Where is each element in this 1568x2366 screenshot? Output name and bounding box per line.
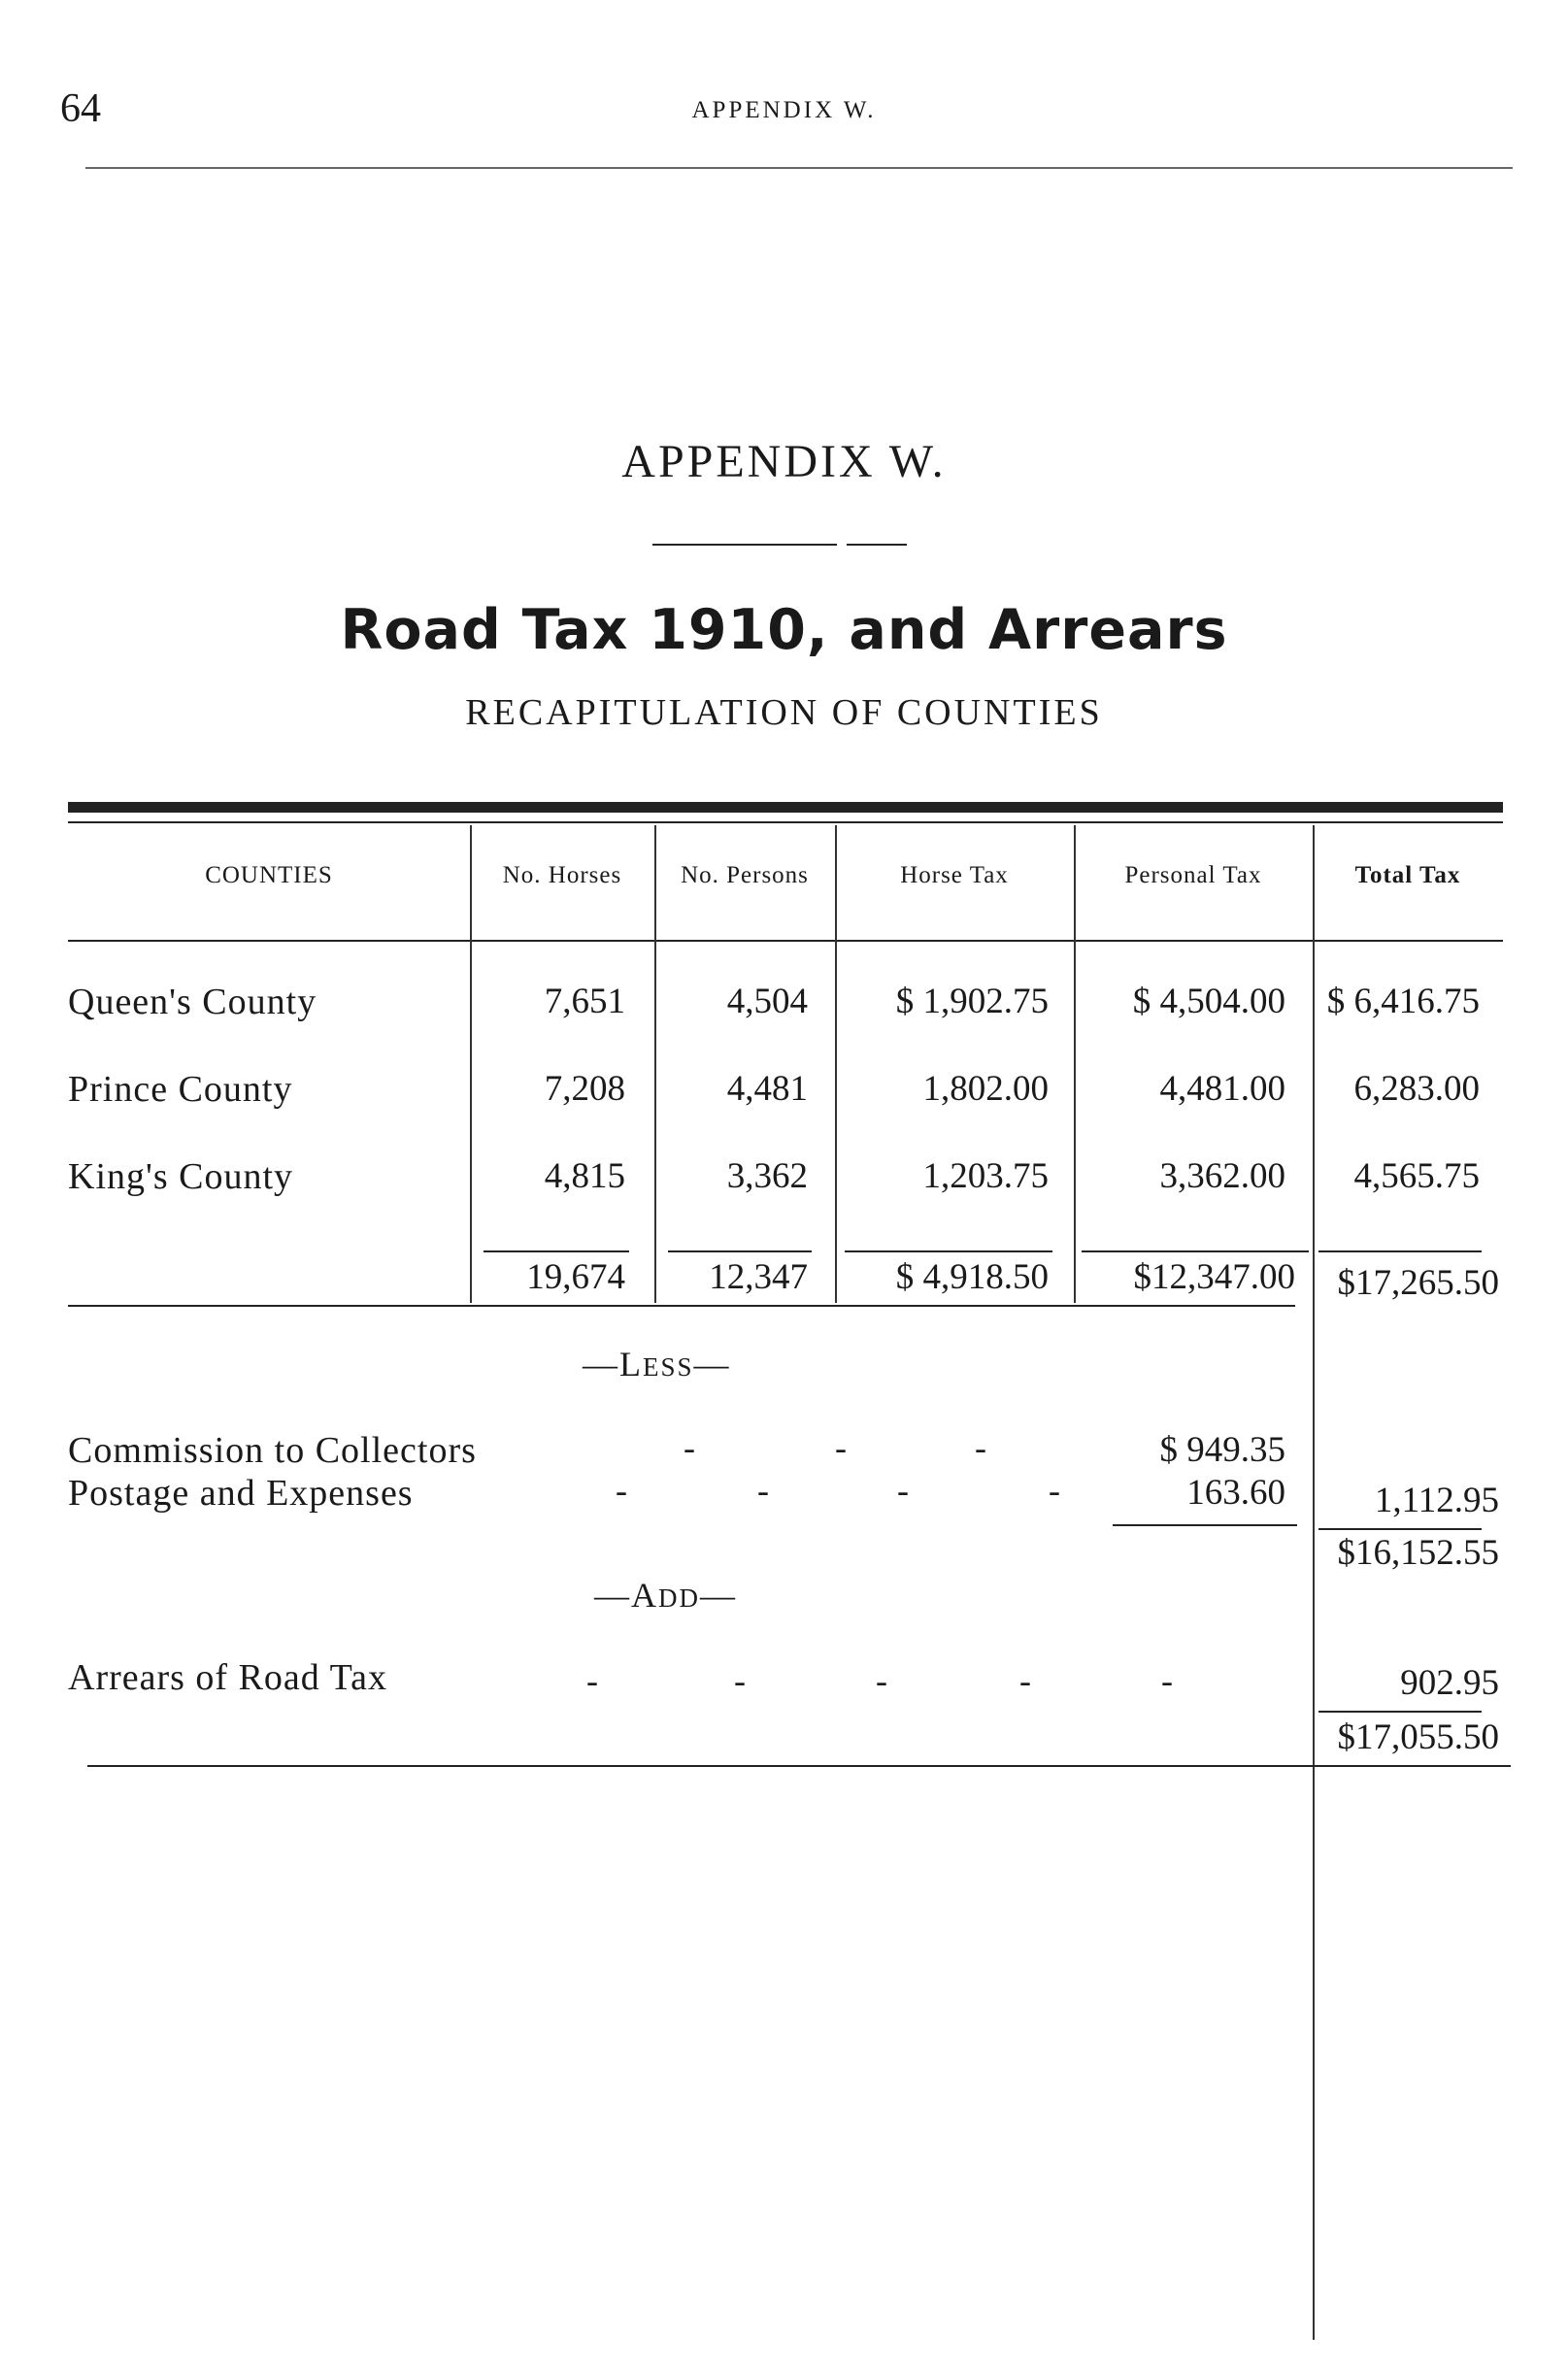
page-number: 64 [60, 86, 101, 131]
persons-count: 3,362 [726, 1156, 808, 1196]
add-dash: — [594, 1576, 631, 1615]
deduction-amount: $ 949.35 [1159, 1430, 1285, 1470]
total-deducted: 1,112.95 [1374, 1481, 1499, 1520]
appendix-title: APPENDIX W. [621, 436, 947, 487]
leader-dash: - [684, 1428, 695, 1467]
col-separator [1313, 825, 1315, 2340]
header-no-persons: No. Persons [681, 862, 809, 888]
leader-dash: - [835, 1428, 847, 1467]
sum-rule [1113, 1524, 1297, 1526]
table-top-rule-thick [68, 802, 1503, 813]
title-divider [652, 544, 837, 546]
add-initial: A [631, 1576, 658, 1615]
sum-rule [1318, 1250, 1482, 1252]
leader-dash: - [1161, 1661, 1173, 1700]
grand-total: $17,055.50 [1337, 1717, 1499, 1757]
personal-tax: 4,481.00 [1159, 1069, 1285, 1109]
col-separator [470, 825, 472, 1303]
header-horse-tax: Horse Tax [900, 862, 1009, 888]
horses-count: 4,815 [544, 1156, 625, 1196]
leader-dash: - [975, 1428, 986, 1467]
leader-dash: - [897, 1471, 909, 1510]
horse-tax: 1,203.75 [922, 1156, 1049, 1196]
table-bottom-rule [87, 1765, 1511, 1767]
col-separator [1074, 825, 1076, 1303]
sum-rule [484, 1250, 629, 1252]
header-bottom-rule [68, 940, 1503, 942]
document-title: Road Tax 1910, and Arrears [340, 598, 1228, 662]
header-no-horses: No. Horses [502, 862, 622, 888]
arrears-label: Arrears of Road Tax [68, 1657, 388, 1698]
section-rule [68, 1305, 1295, 1307]
grand-total-tax: $17,265.50 [1337, 1263, 1499, 1303]
deduction-label: Postage and Expenses [68, 1473, 414, 1514]
total-tax: 4,565.75 [1353, 1156, 1480, 1196]
running-head: APPENDIX W. [691, 97, 877, 123]
header-rule [85, 167, 1513, 169]
col-separator [835, 825, 837, 1303]
leader-dash: - [616, 1471, 627, 1510]
horse-tax: 1,802.00 [922, 1069, 1049, 1109]
county-name: Queen's County [68, 982, 317, 1022]
county-name: King's County [68, 1156, 294, 1197]
title-divider-short [847, 544, 907, 546]
persons-count: 4,481 [726, 1069, 808, 1109]
table-top-rule-thin [68, 821, 1503, 823]
leader-dash: - [876, 1661, 887, 1700]
less-dash: — [583, 1345, 619, 1383]
total-tax: $ 6,416.75 [1326, 982, 1480, 1021]
sum-rule [845, 1250, 1052, 1252]
less-rest: ESS [643, 1352, 694, 1382]
deduction-amount: 163.60 [1186, 1473, 1285, 1513]
county-name: Prince County [68, 1069, 293, 1110]
personal-tax: $ 4,504.00 [1132, 982, 1285, 1021]
col-separator [654, 825, 656, 1303]
leader-dash: - [586, 1661, 598, 1700]
horses-count: 7,651 [544, 982, 625, 1021]
header-personal-tax: Personal Tax [1124, 862, 1262, 888]
deduction-label: Commission to Collectors [68, 1430, 477, 1471]
less-dash: — [693, 1345, 731, 1383]
leader-dash: - [734, 1661, 746, 1700]
leader-dash: - [1019, 1661, 1031, 1700]
sum-rule [1318, 1711, 1482, 1713]
add-dash: — [700, 1576, 737, 1615]
header-counties: COUNTIES [205, 862, 333, 888]
total-horse-tax: $ 4,918.50 [895, 1257, 1049, 1297]
total-tax: 6,283.00 [1353, 1069, 1480, 1109]
total-personal-tax: $12,347.00 [1133, 1257, 1295, 1297]
personal-tax: 3,362.00 [1159, 1156, 1285, 1196]
leader-dash: - [1049, 1471, 1060, 1510]
sum-rule [668, 1250, 812, 1252]
total-horses: 19,674 [526, 1257, 625, 1297]
leader-dash: - [757, 1471, 769, 1510]
total-persons: 12,347 [709, 1257, 808, 1297]
less-heading [583, 1344, 731, 1384]
header-total-tax: Total Tax [1354, 862, 1461, 888]
subtotal: $16,152.55 [1337, 1533, 1499, 1573]
add-rest: DD [658, 1583, 700, 1613]
persons-count: 4,504 [726, 982, 808, 1021]
arrears-amount: 902.95 [1400, 1663, 1499, 1703]
horses-count: 7,208 [544, 1069, 625, 1109]
less-initial: L [619, 1345, 643, 1383]
document-subtitle: RECAPITULATION OF COUNTIES [465, 692, 1103, 733]
sum-rule [1318, 1528, 1482, 1530]
horse-tax: $ 1,902.75 [895, 982, 1049, 1021]
add-heading [594, 1575, 737, 1616]
sum-rule [1082, 1250, 1309, 1252]
